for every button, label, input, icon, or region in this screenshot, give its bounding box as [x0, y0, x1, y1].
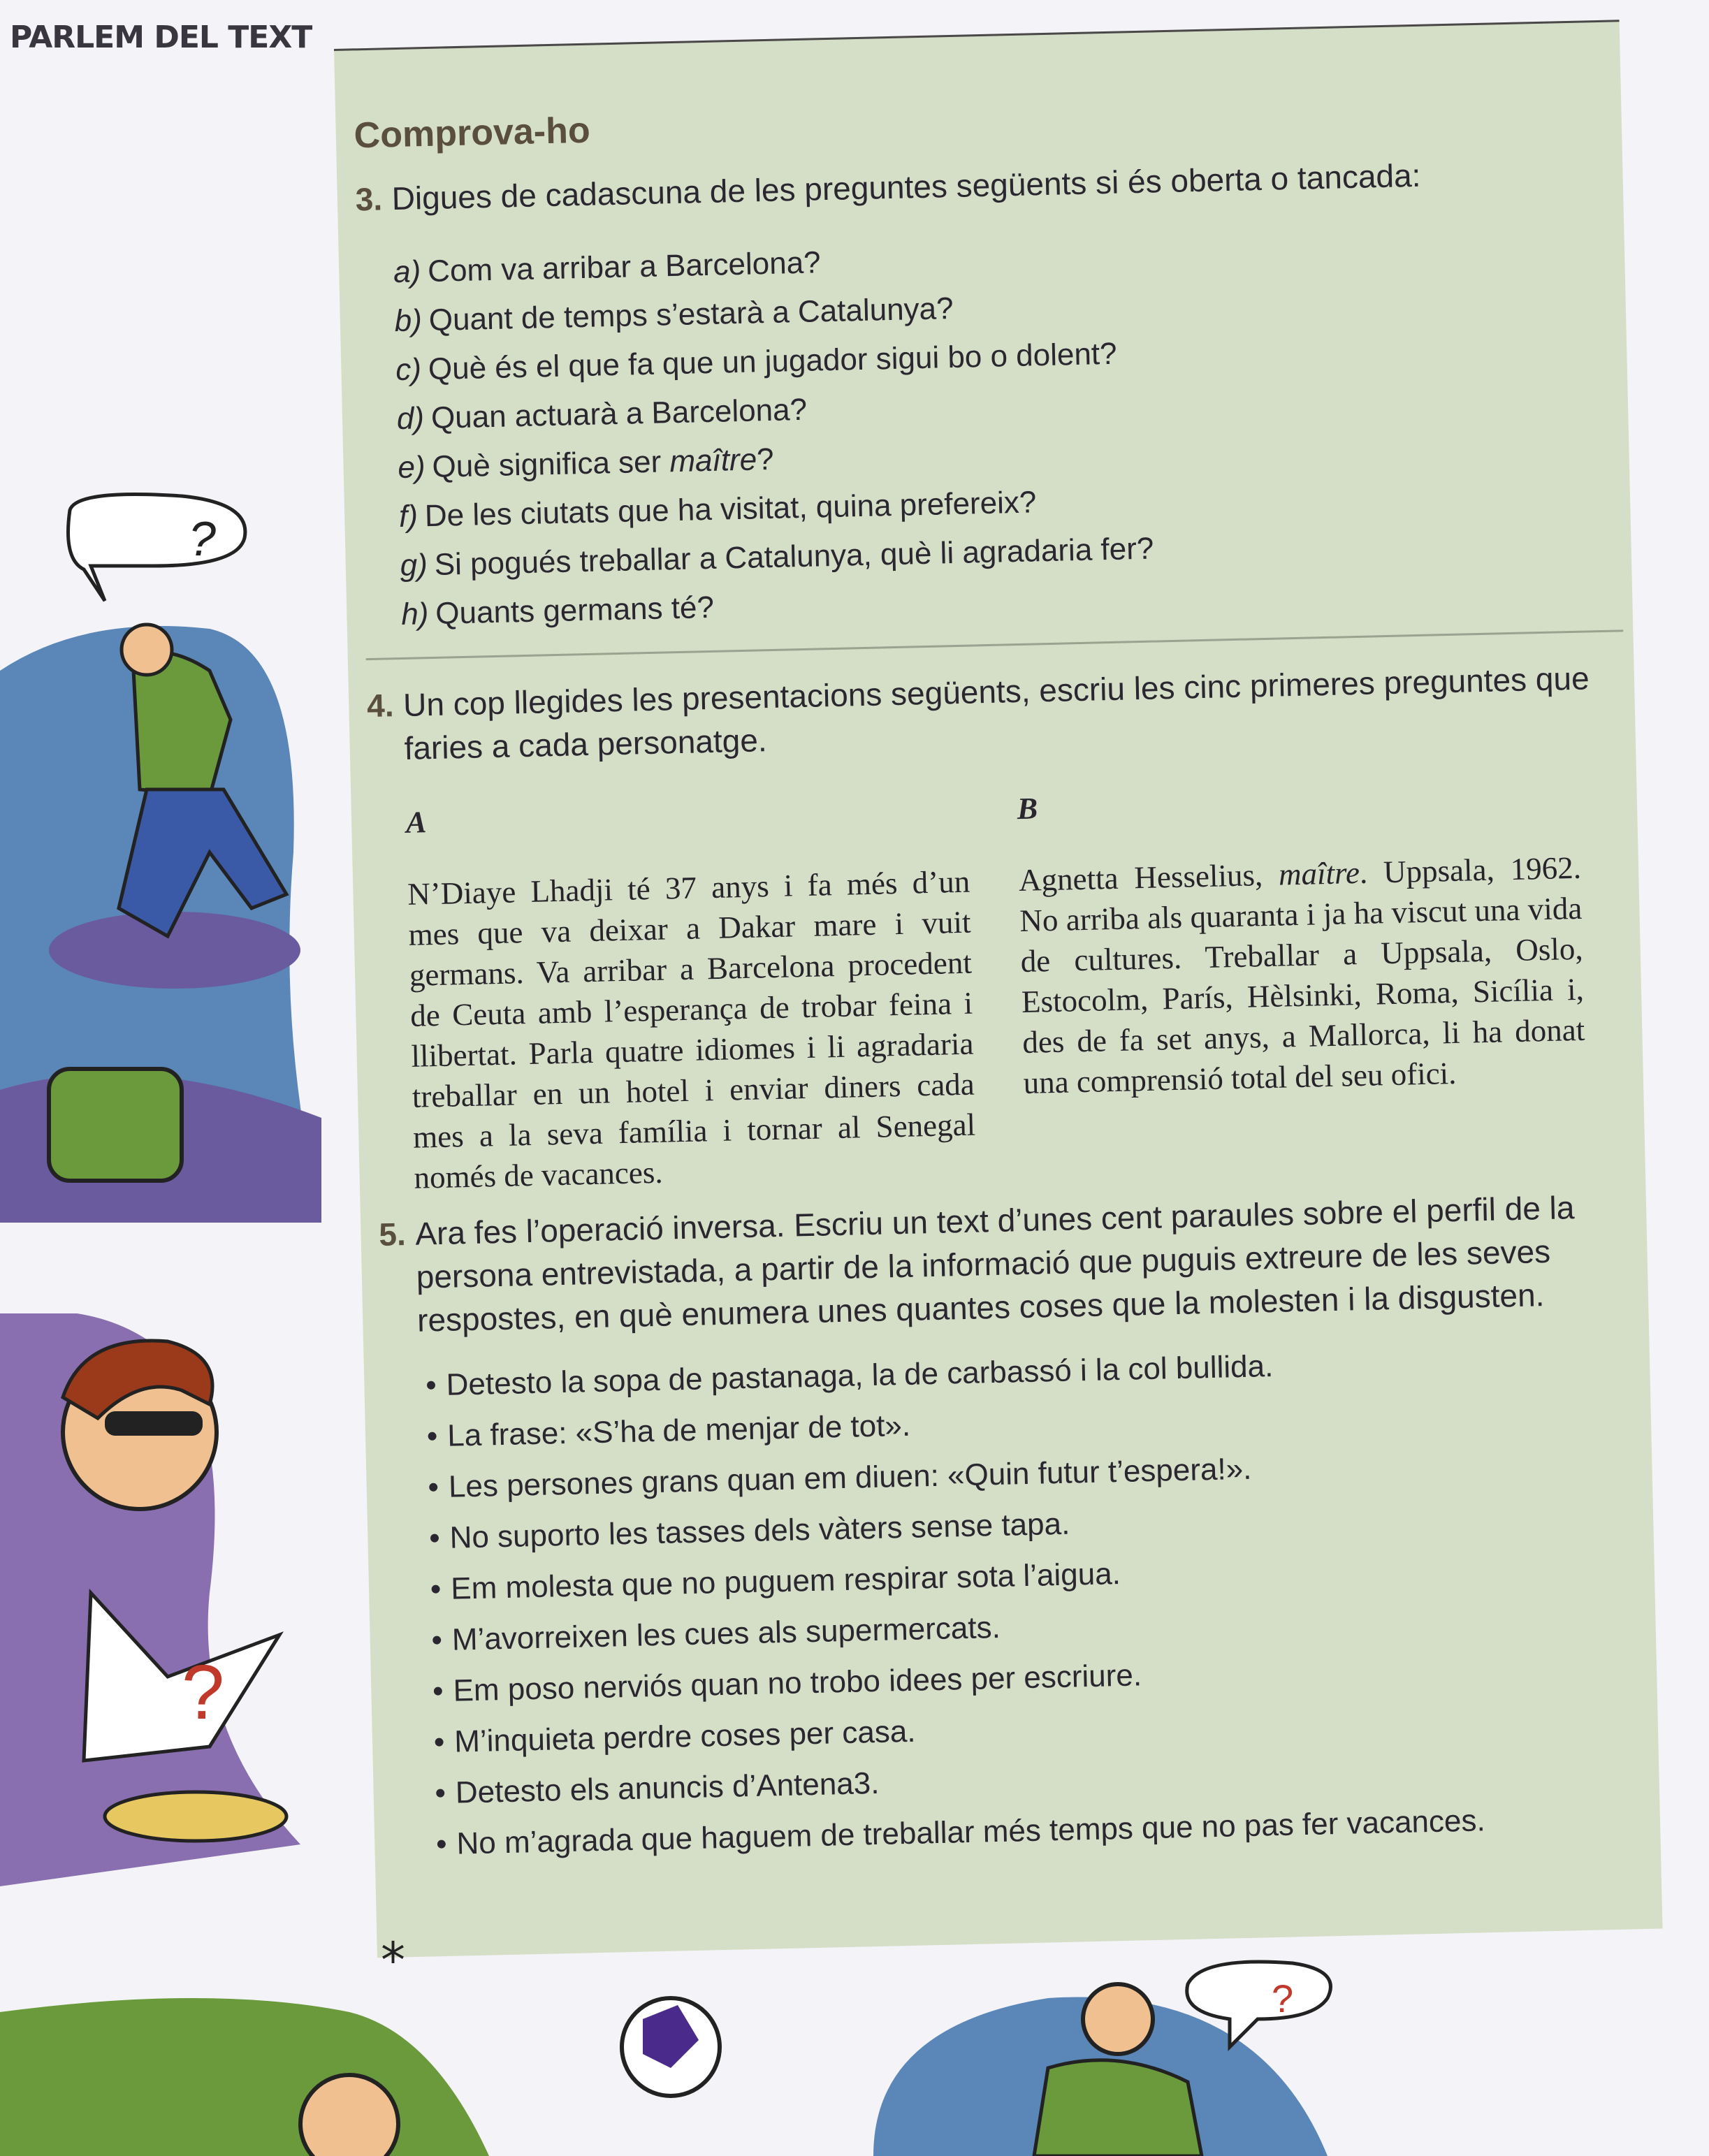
question-number: 3. [355, 180, 383, 218]
item-text: Quants germans té? [435, 590, 715, 631]
presentation-b [1017, 778, 1588, 1184]
section-title: Comprova-ho [354, 110, 591, 156]
bottom-illustration [0, 1928, 1709, 2156]
speech-bubble-icon [68, 495, 245, 602]
item-text: Quant de temps s’estarà a Catalunya? [428, 291, 954, 337]
item-letter: a) [393, 254, 421, 290]
item-letter: f) [398, 499, 419, 534]
question-3 [355, 149, 1615, 221]
bubble-question-mark: ? [189, 511, 216, 566]
item-text-after: ? [756, 442, 775, 477]
bullet-item: • Em poso nerviós quan no trobo idees per escriure. [432, 1638, 1648, 1717]
presentations [405, 778, 1587, 1198]
item-emphasis: maître [669, 442, 757, 479]
presentation-text: N’Diaye Lhadji té 37 anys i fa més d’un mes que va deixar a Dakar mare i vuit germans. Va arribar a Barcelona procedent de Ceuta amb l’esperança de trobar feina i llibertat. Parla quatre idiomes i li agradaria treballar en un hotel i enviar diners cada mes a la seva família i tornar al Senegal només de vacances. [407, 864, 976, 1195]
item-letter: d) [396, 401, 425, 437]
bullet-item: • M’avorreixen les cues als supermercats. [431, 1587, 1648, 1666]
suitcase-icon [49, 1069, 182, 1181]
presentation-text [1018, 847, 1586, 1103]
bullet-item: • No suporto les tasses dels vàters sense tapa. [428, 1485, 1645, 1564]
item-letter: e) [397, 450, 426, 486]
bullet-item: • Em molesta que no puguem respirar sota l’aigua. [430, 1536, 1646, 1615]
exercise-content [334, 86, 1652, 1871]
item-text: Quan actuarà a Barcelona? [430, 392, 808, 435]
question-text: Digues de cadascuna de les preguntes següents si és oberta o tancada: [391, 156, 1421, 217]
question-number: 4. [366, 687, 395, 724]
head-shape [122, 625, 172, 675]
bullet-item: • Les persones grans quan em diuen: «Quin futur t’espera!». [428, 1434, 1644, 1513]
head-shape [300, 2075, 398, 2156]
question-5-bullets [425, 1332, 1652, 1870]
presentation-label: A [405, 805, 427, 840]
interviewer-illustration [0, 1313, 328, 1886]
question-5 [379, 1184, 1641, 1343]
item-letter: g) [400, 548, 428, 583]
presentation-label: B [1017, 791, 1038, 826]
item-letter: b) [394, 303, 423, 339]
presentation-emphasis: maître [1278, 854, 1360, 892]
question-3-list [393, 220, 1624, 639]
item-text: De les ciutats que ha visitat, quina prefereix? [424, 485, 1037, 534]
sunglasses-icon [105, 1411, 203, 1436]
item-text: Si pogués treballar a Catalunya, què li agradaria fer? [434, 531, 1154, 582]
bullet-item: • Detesto la sopa de pastanaga, la de carbassó i la col bullida. [425, 1332, 1641, 1411]
head-shape [1083, 1984, 1153, 2054]
burst-question-mark: ? [182, 1649, 225, 1735]
item-letter: h) [400, 597, 429, 632]
question-text: Ara fes l’operació inversa. Escriu un text d’unes cent paraules sobre el perfil de la persona entrevistada, a partir de la informació que puguis extreure de les seves respostes, en què enumera unes quantes coses que la molesten i la disgusten. [414, 1189, 1575, 1339]
question-4 [366, 655, 1627, 771]
bullet-item: • M’inquieta perdre coses per casa. [433, 1689, 1650, 1768]
presentation-body: . Uppsala, 1962. No arriba als quaranta i ja ha viscut una vida de cultures. Treballar a Uppsala, Oslo, Estocolm, París, Hèlsinki, Roma, Sicília i, des de fa set anys, a Mallorca, li ha donat una comprensió total del seu ofici. [1019, 850, 1585, 1100]
traveller-illustration [0, 489, 328, 1223]
bullet-item: • La frase: «S’ha de menjar de tot». [426, 1383, 1643, 1462]
presentation-name: Agnetta Hesselius, [1018, 857, 1279, 898]
item-text: Què significa ser [432, 444, 670, 484]
presentation-a [405, 792, 977, 1198]
bubble-question-mark: ? [1272, 1976, 1294, 2020]
item-letter: c) [395, 352, 422, 388]
bullet-item: • No m’agrada que haguem de treballar més temps que no pas fer vacances. [435, 1791, 1652, 1870]
impact-star: * [381, 1932, 405, 1989]
background-shape [0, 1998, 489, 2156]
question-number: 5. [378, 1216, 407, 1253]
item-text: Com va arribar a Barcelona? [427, 245, 822, 289]
page-header: PARLEM DEL TEXT [10, 20, 312, 55]
question-text: Un cop llegides les presentacions següents, escriu les cinc primeres preguntes que faries a cada personatge. [402, 660, 1590, 766]
item-text: Què és el que fa que un jugador sigui bo o dolent? [428, 336, 1118, 387]
bullet-item: • Detesto els anuncis d’Antena3. [435, 1740, 1651, 1819]
plate-icon [105, 1792, 286, 1841]
